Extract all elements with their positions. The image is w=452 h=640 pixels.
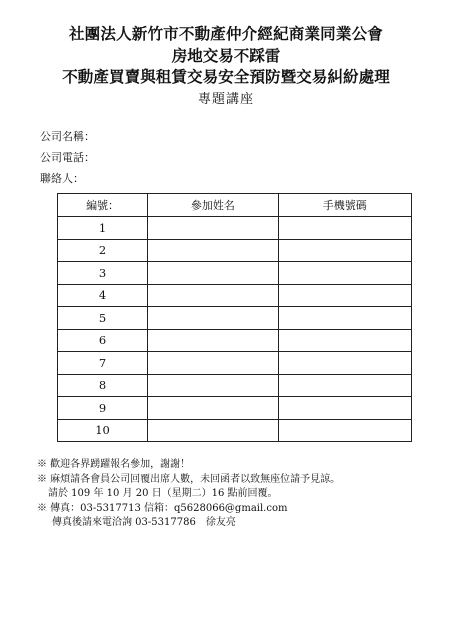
table-row <box>58 374 412 397</box>
header-name: 參加姓名 <box>148 194 278 217</box>
table-row <box>58 284 412 307</box>
attendee-name-cell[interactable] <box>148 374 278 397</box>
attendee-name-cell[interactable] <box>148 239 278 262</box>
event-type: 專題講座 <box>197 92 254 107</box>
note-welcome: ※ 歡迎各界踴躍報名參加，謝謝！ <box>37 459 191 470</box>
attendee-name-cell[interactable] <box>148 352 278 375</box>
contact-person-field[interactable]: 聯絡人： <box>40 172 84 185</box>
note-deadline: 請於 109 年 10 月 20 日（星期二）16 點前回覆。 <box>48 488 278 499</box>
attendee-phone-cell[interactable] <box>278 262 411 285</box>
event-topic: 不動產買賣與租賃交易安全預防暨交易糾紛處理 <box>62 67 390 86</box>
note-phone-contact: 傳真後請來電洽詢 03-5317786 徐友亮 <box>52 517 236 528</box>
table-header-row <box>58 194 412 217</box>
row-number: 3 <box>58 262 148 285</box>
attendee-name-cell[interactable] <box>148 397 278 420</box>
attendee-phone-cell[interactable] <box>278 419 411 442</box>
row-number: 2 <box>58 239 148 262</box>
table-row <box>58 329 412 352</box>
note-reply-request: ※ 麻煩請各會員公司回覆出席人數，未回函者以致無座位請予見諒。 <box>37 473 341 485</box>
table-row <box>58 419 412 442</box>
row-number: 1 <box>58 217 148 240</box>
attendee-name-cell[interactable] <box>148 284 278 307</box>
row-number: 5 <box>58 307 148 330</box>
row-number: 6 <box>58 329 148 352</box>
table-row <box>58 352 412 375</box>
table-row <box>58 217 412 240</box>
row-number: 10 <box>58 419 148 442</box>
table-row <box>58 307 412 330</box>
attendee-phone-cell[interactable] <box>278 284 411 307</box>
attendee-phone-cell[interactable] <box>278 352 411 375</box>
row-number: 9 <box>58 397 148 420</box>
attendee-table <box>57 193 412 442</box>
attendee-name-cell[interactable] <box>148 262 278 285</box>
note-fax-email: ※ 傳真：03-5317713 信箱：q5628066@gmail.com <box>37 502 288 514</box>
attendee-phone-cell[interactable] <box>278 397 411 420</box>
company-phone-field[interactable]: 公司電話： <box>40 151 95 164</box>
row-number: 4 <box>58 284 148 307</box>
attendee-phone-cell[interactable] <box>278 239 411 262</box>
attendee-phone-cell[interactable] <box>278 217 411 240</box>
table-row <box>58 262 412 285</box>
event-slogan: 房地交易不踩雷 <box>171 46 281 65</box>
header-number: 編號： <box>58 194 148 217</box>
notes-section <box>37 458 340 531</box>
association-name: 社團法人新竹市不動產仲介經紀商業同業公會 <box>68 24 383 43</box>
attendee-phone-cell[interactable] <box>278 374 411 397</box>
company-name-field[interactable]: 公司名稱： <box>40 130 95 143</box>
attendee-name-cell[interactable] <box>148 217 278 240</box>
attendee-phone-cell[interactable] <box>278 329 411 352</box>
attendee-name-cell[interactable] <box>148 307 278 330</box>
company-info-fields <box>40 126 95 189</box>
attendee-name-cell[interactable] <box>148 419 278 442</box>
row-number: 7 <box>58 352 148 375</box>
attendee-name-cell[interactable] <box>148 329 278 352</box>
row-number: 8 <box>58 374 148 397</box>
table-row <box>58 397 412 420</box>
table-row <box>58 239 412 262</box>
header-phone: 手機號碼 <box>278 194 411 217</box>
attendee-phone-cell[interactable] <box>278 307 411 330</box>
